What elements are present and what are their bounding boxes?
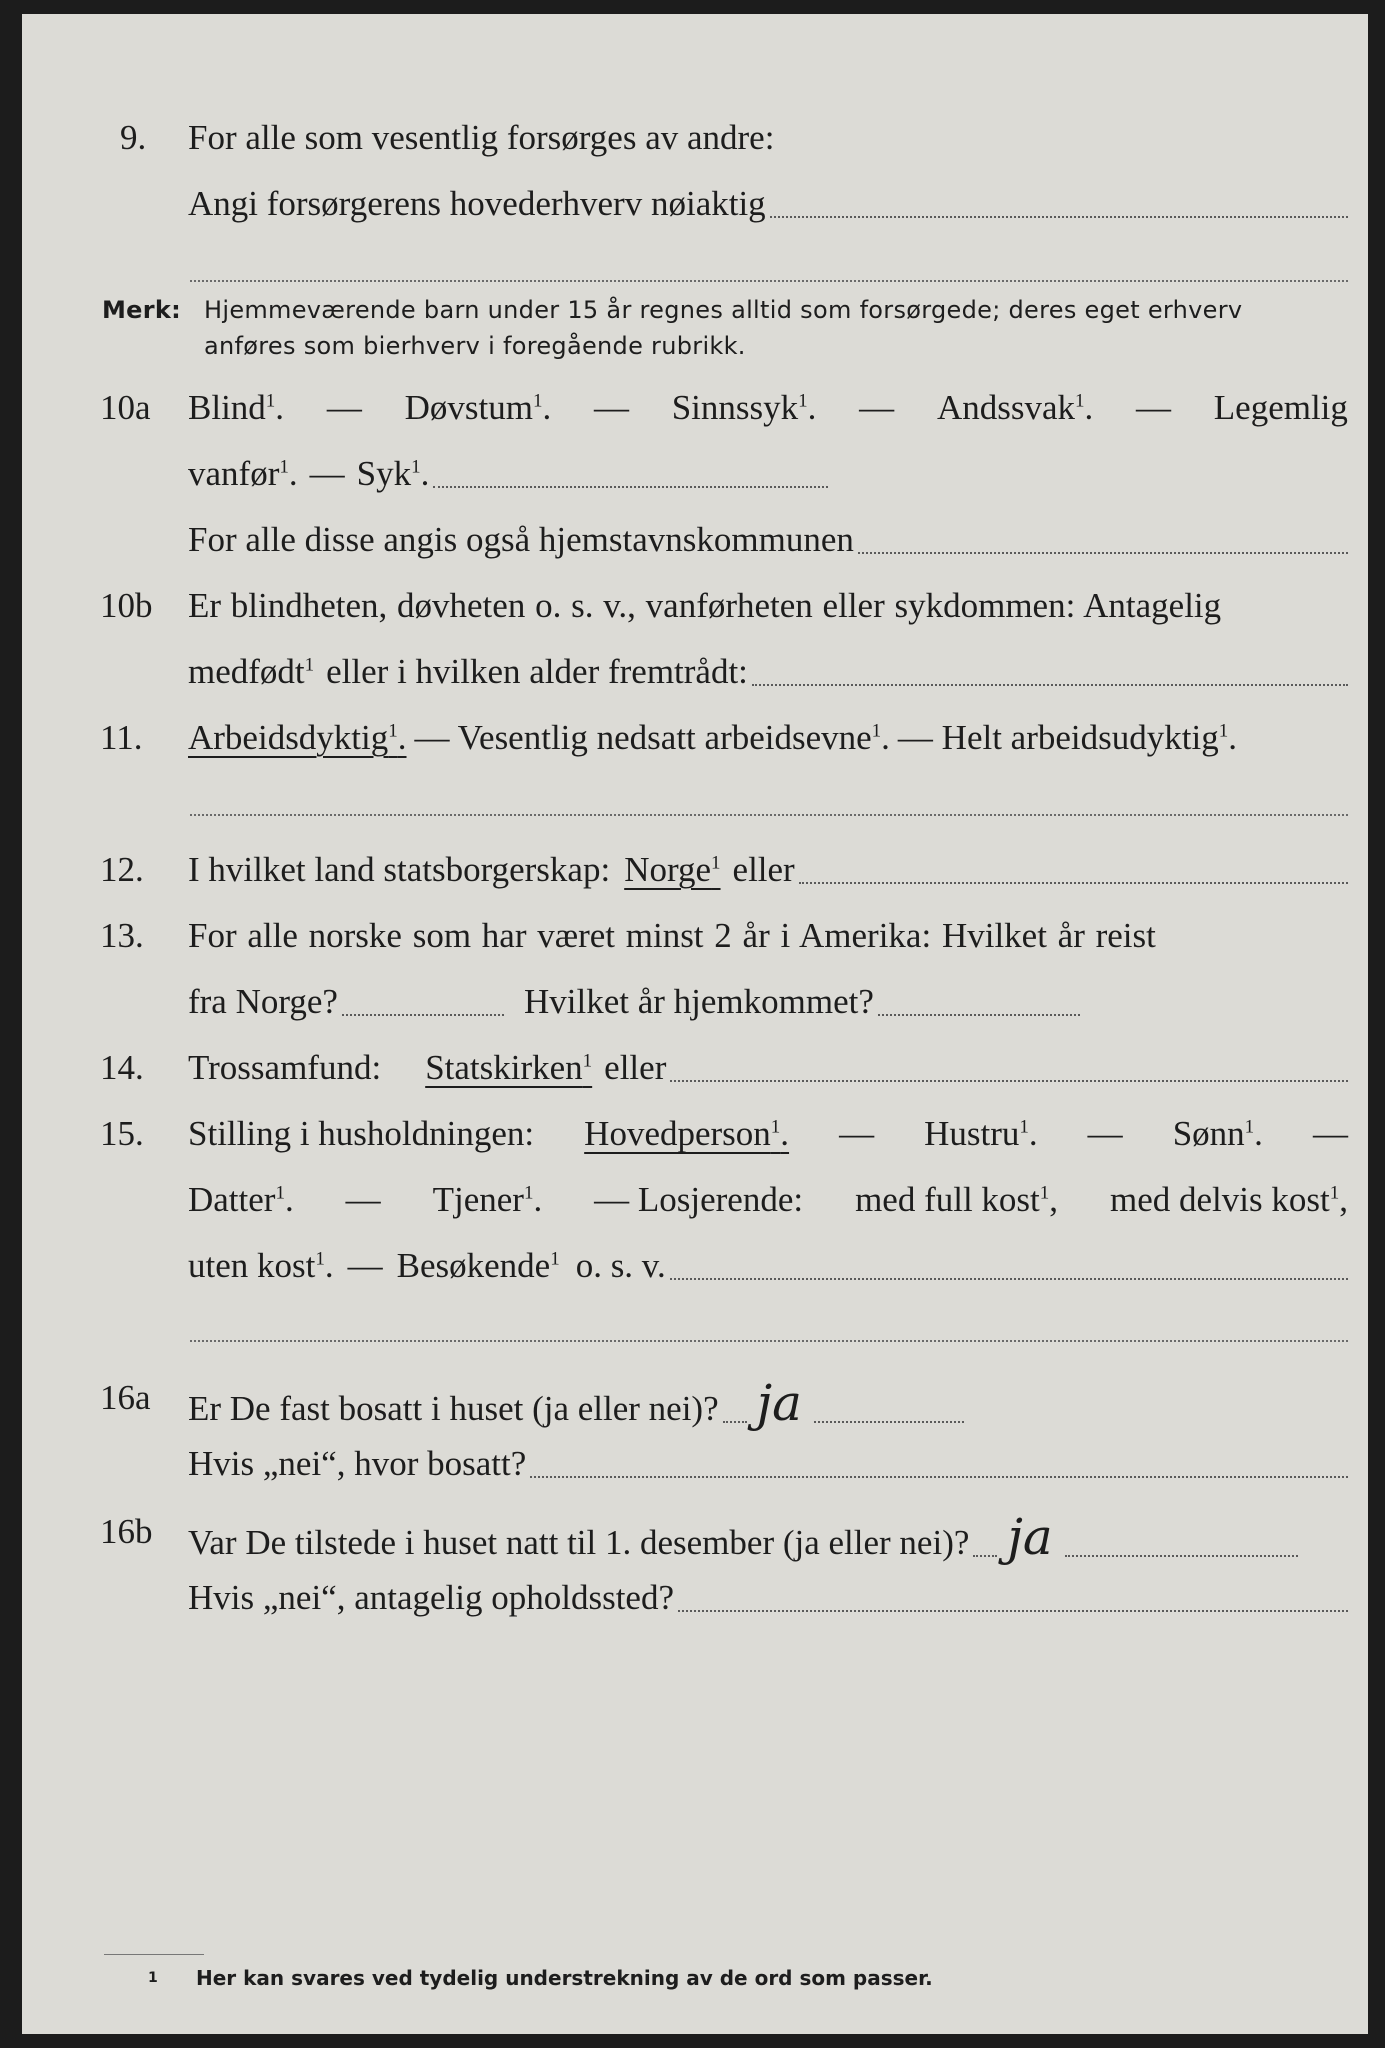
answer-line[interactable] [670, 1080, 1348, 1082]
answer-line[interactable] [190, 1340, 1348, 1342]
answer-line[interactable] [770, 216, 1348, 218]
question-9-line-1: For alle som vesentlig forsørges av andre: [188, 118, 775, 157]
answer-line[interactable] [190, 814, 1348, 816]
answer-line[interactable] [752, 684, 1348, 686]
answer-line[interactable] [530, 1476, 1348, 1478]
answer-line[interactable] [814, 1421, 964, 1423]
footnote-text: Her kan svares ved tydelig understrekning av de ord som passer. [196, 1966, 933, 1990]
question-12-number: 12. [100, 850, 144, 889]
answer-line[interactable] [799, 882, 1348, 884]
answer-line[interactable] [678, 1610, 1348, 1612]
question-13-line-2b: Hvilket år hjemkommet? [524, 982, 1080, 1022]
answer-line[interactable] [433, 486, 828, 488]
question-14-line-1: Trossamfund: Statskirken$^1$ eller [188, 1048, 1348, 1088]
question-13-line-2a: fra Norge? [188, 982, 504, 1022]
note-label: Merk: [102, 296, 182, 324]
question-16a-number: 16a [100, 1378, 151, 1417]
question-10b-number: 10b [100, 586, 153, 625]
note-line-2: anføres som bierhverv i foregående rubrikk. [204, 332, 746, 360]
note-line-1: Hjemmeværende barn under 15 år regnes alltid som forsørgede; deres eget erhverv [204, 296, 1243, 324]
question-15-line-2: Datter$^1$. — Tjener$^1$. — Losjerende: med full kost$^1$, med delvis kost$^1$, [188, 1180, 1348, 1219]
question-10b-line-2: medfødt$^1$ eller i hvilken alder fremtrådt: [188, 652, 1348, 692]
question-13-line-1: For alle norske som har været minst 2 år i Amerika: Hvilket år reist [188, 916, 1156, 955]
question-10a-line-1: Blind$^1$. — Døvstum$^1$. — Sinnssyk$^1$. — Andssvak$^1$. — Legemlig [188, 388, 1348, 427]
answer-line[interactable] [190, 280, 1348, 282]
answer-line[interactable] [878, 1014, 1080, 1016]
handwritten-answer[interactable]: ja [756, 1374, 802, 1432]
question-16a-line-1: Er De fast bosatt i huset (ja eller nei)? ja [188, 1378, 964, 1429]
underlined-answer: Statskirken$^1$ [425, 1048, 593, 1087]
question-10a-number: 10a [100, 388, 151, 427]
question-14-number: 14. [100, 1048, 144, 1087]
census-form-page [22, 14, 1368, 2034]
answer-line[interactable] [858, 552, 1348, 554]
question-16b-number: 16b [100, 1512, 153, 1551]
question-16a-line-2: Hvis „nei“, hvor bosatt? [188, 1444, 1348, 1484]
answer-line[interactable] [670, 1278, 1348, 1280]
question-10a-line-2: vanfør$^1$. — Syk$^1$. [188, 454, 828, 494]
underlined-answer: Arbeidsdyktig$^1$. [188, 718, 407, 757]
question-12-line-1: I hvilket land statsborgerskap: Norge$^1$ eller [188, 850, 1348, 890]
answer-line[interactable] [1065, 1555, 1298, 1557]
question-15-line-1: Stilling i husholdningen: Hovedperson$^1$. — Hustru$^1$. — Sønn$^1$. — [188, 1114, 1348, 1153]
footnote-mark: 1 [148, 1970, 158, 1986]
question-15-number: 15. [100, 1114, 144, 1153]
footnote-divider [104, 1954, 204, 1955]
question-11-number: 11. [100, 718, 143, 757]
question-16b-line-1: Var De tilstede i huset natt til 1. desember (ja eller nei)? ja [188, 1512, 1298, 1563]
question-10a-line-3: For alle disse angis også hjemstavnskommunen [188, 520, 1348, 560]
question-13-number: 13. [100, 916, 144, 955]
question-16b-line-2: Hvis „nei“, antagelig opholdssted? [188, 1578, 1348, 1618]
underlined-answer: Hovedperson$^1$. [584, 1114, 790, 1153]
question-15-line-3: uten kost$^1$. — Besøkende$^1$ o. s. v. [188, 1246, 1348, 1286]
answer-line[interactable] [342, 1014, 504, 1016]
underlined-answer: Norge$^1$ [624, 850, 721, 889]
question-10b-line-1: Er blindheten, døvheten o. s. v., vanførheten eller sykdommen: Antagelig [188, 586, 1222, 625]
question-9-number: 9. [120, 118, 147, 157]
question-11-line-1: Arbeidsdyktig$^1$. — Vesentlig nedsatt arbeidsevne$^1$. — Helt arbeidsudyktig$^1$. [188, 718, 1237, 757]
handwritten-answer[interactable]: ja [1007, 1508, 1053, 1566]
question-9-line-2: Angi forsørgerens hovederhverv nøiaktig [188, 184, 1348, 224]
